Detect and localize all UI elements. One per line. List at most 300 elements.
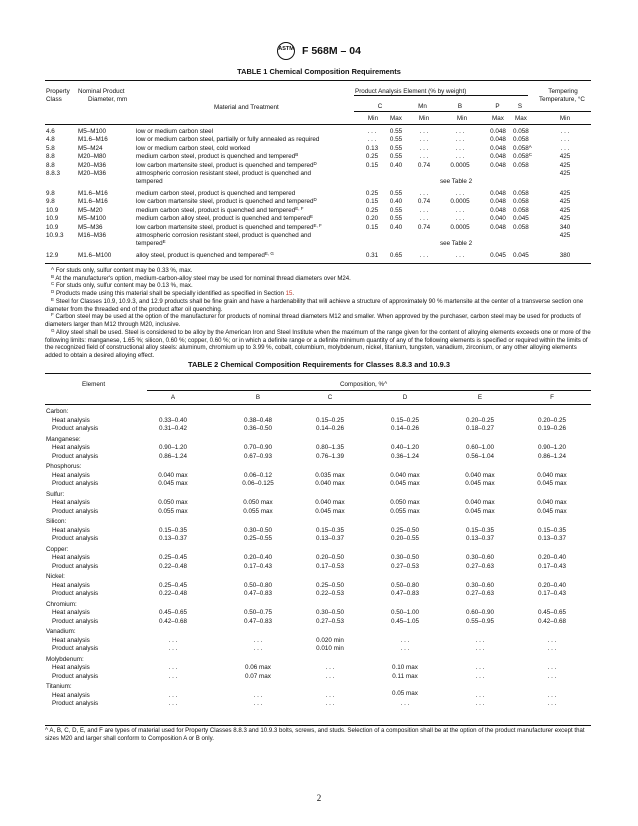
t1-cell-temp: 425 bbox=[559, 198, 571, 206]
t1-cell-mat: low or medium carbon steel, partially or fully annealed as required bbox=[136, 136, 320, 144]
t1-cell-s: 0.058 bbox=[513, 161, 529, 169]
t2-row-label: Heat analysis bbox=[52, 471, 90, 479]
t1-cell-class: 8.8 bbox=[46, 153, 55, 161]
t2-cell: . . . bbox=[400, 636, 410, 644]
section-ref-link[interactable]: 15 bbox=[285, 290, 293, 298]
t1-cell-cmax: 0.55 bbox=[389, 190, 403, 197]
t2-cell: 0.45–1.05 bbox=[390, 617, 419, 625]
t2-cell: . . . bbox=[400, 645, 410, 653]
t2-col-header: F bbox=[550, 394, 554, 401]
t1-cell-mn: . . . bbox=[419, 190, 429, 197]
t1-cell-cmin: 0.25 bbox=[365, 190, 379, 197]
t2-cell: . . . bbox=[547, 645, 557, 653]
t1-cell-p: 0.048 bbox=[490, 153, 506, 161]
t2-cell: . . . bbox=[475, 672, 485, 680]
t1-cell-s: 0.058 bbox=[513, 136, 529, 144]
t2-cell: . . . bbox=[475, 664, 485, 672]
t2-cell: 0.20–0.50 bbox=[315, 554, 344, 562]
t2-row-label: Product analysis bbox=[52, 617, 99, 625]
t1-cell-b: 0.0005 bbox=[450, 161, 470, 169]
t2-cell: 0.90–1.20 bbox=[158, 444, 187, 452]
t2-cell: 0.86–1.24 bbox=[158, 452, 187, 460]
t2-cell: 0.76–1.39 bbox=[315, 452, 344, 460]
t1-footnote: $^G$ Alloy steel shall be used. Steel is considered to be alloy by the American Iron and Steel Institute when the maximum of the range given for the content of alloying elements exceeds one or more of the following limits: manganese, 1.65 %; silicon, 0.60 %; copper, 0.60 %; or in which a definite range or a definite minimum quantity of any of the following elements is specified or required within the limits of the recognized field of constructional alloy steels: aluminum, chromium up to 3.99 %, cobalt, columbium, molybdenum, nickel, titanium, tungsten, vanadium, zirconium, or any other alloying elements added to obtain a desired alloying effect. bbox=[45, 327, 591, 359]
t2-cell: . . . bbox=[325, 700, 335, 708]
t2-cell: 0.27–0.53 bbox=[390, 562, 419, 570]
t2-cell: 0.06–0.12 bbox=[243, 471, 272, 479]
t1-h-mat: Material and Treatment bbox=[214, 104, 279, 111]
t1-cell-cmax: 0.40 bbox=[389, 223, 403, 231]
t1-cell-temp: 425 bbox=[559, 170, 571, 177]
t2-cell: . . . bbox=[168, 636, 178, 644]
t2-cell: 0.045 max bbox=[390, 480, 420, 488]
t1-cell-mat: atmospheric corrosion resistant steel, product is quenched and bbox=[136, 232, 312, 239]
t2-row-label: Heat analysis bbox=[52, 664, 90, 672]
t1-cell-b: . . . bbox=[455, 153, 465, 161]
t2-cell: 0.56–1.04 bbox=[465, 452, 494, 460]
t1-cell-temp: 425 bbox=[559, 215, 571, 223]
t1-cell-class: 4.6 bbox=[46, 128, 55, 135]
t2-cell: 0.035 max bbox=[315, 471, 345, 479]
t1-cell-cmin: 0.13 bbox=[365, 144, 379, 152]
t1-cell-temp: 425 bbox=[559, 190, 571, 197]
t2-cell: 0.17–0.43 bbox=[537, 562, 566, 570]
t2-cell: . . . bbox=[547, 672, 557, 680]
t1-footnote: $^E$ Steel for Classes 10.9, 10.9.3, and 12.9 products shall be fine grain and have a hardenability that will achieve a structure of approximately 90 % martensite at the center of a transverse section one diameter from the threaded end of the product after oil quenching. bbox=[45, 296, 584, 313]
t2-cell: 0.30–0.60 bbox=[465, 554, 494, 562]
t2-cell: 0.07 max bbox=[245, 672, 271, 680]
t1-cell-mn: . . . bbox=[419, 144, 429, 152]
t2-cell: 0.045 max bbox=[537, 507, 567, 515]
t2-row-label: Heat analysis bbox=[52, 609, 90, 617]
t2-cell: 0.040 max bbox=[158, 471, 188, 479]
t2-cell: 0.86–1.24 bbox=[537, 452, 566, 460]
t1-h-min: Min bbox=[559, 115, 571, 122]
t1-cell-class: 4.8 bbox=[46, 136, 55, 144]
t2-element-name: Nickel: bbox=[46, 573, 65, 580]
t1-cell-s: $0.058^A$ bbox=[513, 143, 532, 152]
t1-cell-diam: M1.6–M16 bbox=[78, 136, 108, 144]
t2-cell: 0.31–0.42 bbox=[158, 425, 187, 433]
t2-row-label: Heat analysis bbox=[52, 444, 90, 452]
t1-h-nom: Nominal Product bbox=[78, 88, 125, 95]
t1-cell-mat: medium carbon alloy steel, product is quenched and tempered$^E$ bbox=[136, 214, 313, 223]
t1-cell-cmax: 0.65 bbox=[389, 252, 403, 259]
t2-cell: 0.47–0.83 bbox=[243, 590, 272, 598]
t2-row-label: Product analysis bbox=[52, 700, 99, 708]
t2-cell: . . . bbox=[475, 691, 485, 699]
t2-cell: 0.15–0.25 bbox=[315, 416, 344, 424]
t2-cell: 0.040 max bbox=[465, 471, 495, 479]
t2-cell: 0.55–0.95 bbox=[465, 617, 494, 625]
t1-h-analysis: Product Analysis Element (% by weight) bbox=[355, 88, 467, 95]
t2-cell: 0.15–0.35 bbox=[158, 526, 187, 534]
t1-cell-cmin: 0.15 bbox=[365, 198, 379, 206]
t2-cell: 0.045 max bbox=[315, 507, 345, 515]
t2-row-label: Product analysis bbox=[52, 425, 99, 433]
t1-cell-mn: 0.74 bbox=[417, 223, 431, 231]
t1-cell-mat-cont: tempered$^E$ bbox=[136, 239, 166, 247]
t1-cell-cmax: 0.55 bbox=[389, 206, 403, 214]
t2-cell: 0.045 max bbox=[465, 507, 495, 515]
t1-cell-cmin: 0.15 bbox=[365, 161, 379, 169]
t1-cell-temp: . . . bbox=[560, 136, 570, 144]
t2-row-label: Product analysis bbox=[52, 507, 99, 515]
t2-cell: 0.18–0.27 bbox=[465, 425, 494, 433]
t2-element-name: Vanadium: bbox=[46, 628, 76, 635]
t2-row-label: Heat analysis bbox=[52, 691, 90, 699]
t2-h-comp: Composition, %$^A$ bbox=[340, 380, 388, 388]
t2-cell: 0.15–0.35 bbox=[537, 526, 566, 534]
t1-cell-see: see Table 2 bbox=[440, 178, 473, 185]
t2-header-rule bbox=[45, 404, 591, 405]
t1-h-prop: Property bbox=[46, 88, 70, 95]
t2-cell: 0.25–0.55 bbox=[243, 535, 272, 543]
t1-cell-p: 0.048 bbox=[490, 206, 506, 214]
t1-cell-p: 0.045 bbox=[490, 252, 506, 259]
t1-cell-class: 10.9.3 bbox=[46, 232, 64, 239]
t1-cell-mn: . . . bbox=[419, 252, 429, 259]
t1-cell-temp: 425 bbox=[559, 161, 571, 169]
t1-cell-mat: medium carbon steel, product is quenched and tempered$^B$ bbox=[136, 152, 299, 161]
t2-cell: 0.60–0.90 bbox=[465, 609, 494, 617]
t1-cell-cmax: 0.55 bbox=[389, 144, 403, 152]
t1-cell-b: . . . bbox=[455, 190, 465, 197]
t2-cell: 0.13–0.37 bbox=[465, 535, 494, 543]
t2-cell: 0.30–0.50 bbox=[243, 526, 272, 534]
page-number: 2 bbox=[316, 793, 322, 803]
t2-row-label: Heat analysis bbox=[52, 526, 90, 534]
t2-element-name: Manganese: bbox=[46, 435, 81, 443]
t1-cell-mn: . . . bbox=[419, 136, 429, 144]
t2-cell: 0.47–0.83 bbox=[390, 590, 419, 598]
t2-cell: 0.020 min bbox=[316, 636, 344, 644]
t1-cell-b: . . . bbox=[455, 128, 465, 135]
t1-cell-temp: 425 bbox=[559, 153, 571, 161]
t1-cell-temp: 425 bbox=[559, 206, 571, 214]
t1-cell-mn: . . . bbox=[419, 206, 429, 214]
t2-cell: 0.17–0.43 bbox=[537, 590, 566, 598]
t2-cell: . . . bbox=[475, 645, 485, 653]
t2-cell: 0.055 max bbox=[158, 507, 188, 515]
t2-element-name: Phosphorus: bbox=[46, 463, 82, 470]
t2-cell: 0.20–0.40 bbox=[537, 581, 566, 589]
t1-cell-b: . . . bbox=[455, 215, 465, 223]
t2-col-header: C bbox=[327, 394, 333, 401]
t1-cell-mat: alloy steel, product is quenched and tempered$^{E, G}$ bbox=[136, 251, 274, 259]
t1-cell-p: 0.048 bbox=[490, 144, 506, 152]
designation: F 568M – 04 bbox=[301, 45, 361, 57]
t2-row-label: Heat analysis bbox=[52, 581, 90, 589]
t2-cell: 0.30–0.60 bbox=[465, 581, 494, 589]
t2-cell: 0.040 max bbox=[315, 480, 345, 488]
t1-cell-s: 0.045 bbox=[513, 252, 529, 259]
t2-cell: 0.06–0.125 bbox=[242, 480, 274, 488]
t2-cell: . . . bbox=[547, 664, 557, 672]
t2-cell: 0.60–1.00 bbox=[465, 444, 494, 452]
t2-cell: 0.13–0.37 bbox=[158, 535, 187, 543]
t1-cell-diam: M5–M36 bbox=[78, 223, 103, 231]
t2-cell: 0.36–1.24 bbox=[390, 452, 419, 460]
t2-cell: 0.045 max bbox=[158, 480, 188, 488]
t1-cell-b: . . . bbox=[455, 252, 465, 259]
t2-cell: 0.22–0.48 bbox=[158, 562, 187, 570]
t2-element-name: Chromium: bbox=[46, 600, 77, 608]
t1-cell-diam: M1.6–M16 bbox=[78, 190, 108, 197]
t2-cell: 0.14–0.26 bbox=[390, 425, 419, 433]
t2-cell: . . . bbox=[400, 700, 410, 708]
t2-cell: 0.050 max bbox=[243, 499, 273, 507]
t1-cell-s: 0.045 bbox=[513, 215, 529, 223]
t2-cell: 0.50–0.80 bbox=[390, 581, 419, 589]
t1-cell-s: 0.058 bbox=[513, 128, 529, 135]
t1-h-P: P bbox=[495, 103, 500, 110]
t2-cell: 0.10 max bbox=[392, 664, 418, 672]
t2-cell: 0.20–0.55 bbox=[390, 535, 419, 543]
t2-cell: 0.13–0.37 bbox=[315, 535, 344, 543]
t1-h-temp2: Temperature, °C bbox=[539, 96, 585, 103]
t2-cell: 0.15–0.35 bbox=[315, 526, 344, 534]
t2-col-header: A bbox=[170, 394, 176, 401]
t2-cell: 0.45–0.65 bbox=[158, 609, 187, 617]
t2-cell: . . . bbox=[253, 700, 263, 708]
t2-cell: 0.90–1.20 bbox=[537, 444, 566, 452]
t1-cell-diam: M5–M100 bbox=[78, 128, 107, 135]
t1-cell-temp: 340 bbox=[559, 223, 571, 231]
t2-cell: 0.67–0.93 bbox=[243, 452, 272, 460]
t2-element-name: Molybdenum: bbox=[46, 655, 84, 663]
t2-cell: 0.22–0.53 bbox=[315, 590, 344, 598]
t2-cell: 0.30–0.50 bbox=[315, 609, 344, 617]
t2-sub-rule bbox=[147, 390, 591, 391]
table1-top-rule bbox=[45, 80, 591, 81]
t1-cell-mat: low carbon martensite steel, product is quenched and tempered$^D$ bbox=[136, 160, 317, 169]
t1-cell-see: see Table 2 bbox=[440, 240, 473, 247]
t1-cell-mat-cont: tempered bbox=[136, 178, 163, 185]
t1-sub-rule2 bbox=[354, 111, 591, 112]
t1-cell-cmin: 0.20 bbox=[365, 215, 379, 223]
t1-cell-p: 0.048 bbox=[490, 223, 506, 231]
t2-cell: 0.19–0.26 bbox=[537, 425, 566, 433]
t1-cell-mn: . . . bbox=[419, 215, 429, 223]
t2-cell: 0.20–0.25 bbox=[537, 416, 566, 424]
t2-cell: 0.50–1.00 bbox=[390, 609, 419, 617]
t1-cell-s: 0.058 bbox=[513, 223, 529, 231]
t2-cell: 0.15–0.35 bbox=[465, 526, 494, 534]
t2-cell: 0.20–0.40 bbox=[243, 554, 272, 562]
t2-element-name: Silicon: bbox=[46, 518, 67, 525]
t1-cell-p: 0.048 bbox=[490, 136, 506, 144]
t1-cell-p: 0.048 bbox=[490, 128, 506, 135]
t1-h-min: Min bbox=[418, 115, 430, 122]
t2-row-label: Product analysis bbox=[52, 535, 99, 543]
t1-cell-cmax: 0.40 bbox=[389, 161, 403, 169]
t1-footnote: $^F$ Carbon steel may be used at the option of the manufacturer for products of nominal thread diameters M12 and smaller. When approved by the purchaser, carbon steel may be used for products of diameters larger than M12 through M20, inclusive. bbox=[45, 312, 581, 328]
t1-h-min: Min bbox=[367, 115, 379, 122]
t2-cell: . . . bbox=[253, 636, 263, 644]
t2-cell: 0.50–0.75 bbox=[243, 609, 272, 617]
document-header bbox=[0, 42, 638, 60]
t2-row-label: Product analysis bbox=[52, 480, 99, 488]
t2-row-label: Heat analysis bbox=[52, 499, 90, 507]
t1-cell-diam: M5–M24 bbox=[78, 144, 103, 152]
t2-row-label: Product analysis bbox=[52, 562, 99, 570]
t1-cell-cmax: 0.55 bbox=[389, 153, 403, 161]
t1-cell-b: . . . bbox=[455, 136, 465, 144]
t1-h-min: Min bbox=[456, 115, 468, 122]
table2-top-rule bbox=[45, 373, 591, 374]
t2-cell: 0.15–0.25 bbox=[390, 416, 419, 424]
t1-cell-diam: M20–M80 bbox=[78, 153, 107, 161]
t1-cell-cmin: 0.25 bbox=[365, 153, 379, 161]
t2-element-name: Copper: bbox=[46, 545, 69, 553]
t1-cell-s: $0.058^C$ bbox=[513, 152, 533, 161]
t1-h-C: C bbox=[377, 103, 383, 110]
t2-cell: 0.040 max bbox=[390, 471, 420, 479]
t1-cell-temp: 380 bbox=[559, 252, 571, 259]
t1-h-temp1: Tempering bbox=[548, 88, 578, 95]
t2-cell: . . . bbox=[325, 672, 335, 680]
t2-cell: 0.055 max bbox=[390, 507, 420, 515]
t1-cell-mn: . . . bbox=[419, 153, 429, 161]
t2-cell: 0.040 max bbox=[465, 499, 495, 507]
t2-cell: . . . bbox=[168, 664, 178, 672]
t1-cell-cmin: 0.25 bbox=[365, 206, 379, 214]
t1-cell-diam: M20–M36 bbox=[78, 161, 107, 169]
t2-cell: 0.010 min bbox=[316, 645, 344, 653]
t2-row-label: Heat analysis bbox=[52, 636, 90, 644]
t2-cell: 0.06 max bbox=[245, 664, 271, 672]
t2-cell: . . . bbox=[325, 691, 335, 699]
t2-cell: 0.80–1.35 bbox=[315, 444, 344, 452]
t1-cell-b: . . . bbox=[455, 144, 465, 152]
t1-cell-diam: M5–M100 bbox=[78, 215, 107, 223]
t1-h-class: Class bbox=[46, 96, 62, 103]
t2-row-label: Product analysis bbox=[52, 590, 99, 598]
t1-h-Mn: Mn bbox=[418, 103, 427, 110]
t2-cell: 0.22–0.48 bbox=[158, 590, 187, 598]
t1-header-rule bbox=[45, 124, 591, 125]
t2-element-name: Carbon: bbox=[46, 408, 69, 415]
t1-cell-p: 0.048 bbox=[490, 190, 506, 197]
t1-h-max: Max bbox=[390, 115, 402, 122]
t1-cell-mn: 0.74 bbox=[417, 198, 431, 206]
t2-cell: 0.040 max bbox=[315, 499, 345, 507]
t1-cell-mat: medium carbon steel, product is quenched and tempered bbox=[136, 190, 296, 197]
t1-h-max: Max bbox=[515, 115, 527, 122]
t1-sub-rule bbox=[354, 95, 528, 96]
t2-cell: 0.42–0.68 bbox=[158, 617, 187, 625]
t2-cell: 0.20–0.40 bbox=[537, 554, 566, 562]
t1-cell-class: 10.9 bbox=[46, 215, 59, 223]
t1-cell-diam: M20–M36 bbox=[78, 170, 107, 177]
t1-cell-cmin: 0.31 bbox=[365, 252, 379, 259]
t2-bottom-rule bbox=[45, 725, 591, 726]
t1-cell-class: 5.8 bbox=[46, 144, 55, 152]
t1-cell-b: . . . bbox=[455, 206, 465, 214]
t1-cell-diam: M16–M36 bbox=[78, 232, 107, 239]
t1-cell-diam: M1.6–M100 bbox=[78, 252, 112, 259]
t2-row-label: Heat analysis bbox=[52, 554, 90, 562]
t2-cell: 0.27–0.53 bbox=[315, 617, 344, 625]
t2-col-header: B bbox=[255, 394, 261, 401]
t2-cell: . . . bbox=[475, 700, 485, 708]
t2-cell: 0.14–0.26 bbox=[315, 425, 344, 433]
t1-cell-class: 8.8 bbox=[46, 161, 55, 169]
t2-cell: 0.11 max bbox=[392, 672, 418, 680]
t2-cell: 0.30–0.50 bbox=[390, 554, 419, 562]
t1-footnote: $^A$ For studs only, sulfur content may be 0.33 %, max. bbox=[51, 266, 193, 274]
t1-cell-cmax: 0.55 bbox=[389, 215, 403, 223]
t2-cell: 0.050 max bbox=[390, 499, 420, 507]
t1-cell-s: 0.058 bbox=[513, 198, 529, 206]
t1-cell-class: 9.8 bbox=[46, 198, 55, 206]
table1-title: TABLE 1 Chemical Composition Requirements bbox=[237, 67, 401, 76]
t1-footnote: $^B$ At the manufacturer's option, medium-carbon-alloy steel may be used for nominal thread diameters over M24. bbox=[51, 273, 351, 282]
t1-cell-b: 0.0005 bbox=[450, 223, 470, 231]
t2-cell: 0.05 max bbox=[392, 689, 418, 697]
t1-cell-cmax: 0.55 bbox=[389, 136, 403, 144]
t1-cell-b: 0.0005 bbox=[450, 198, 470, 206]
t2-cell: . . . bbox=[168, 645, 178, 653]
t1-cell-s: 0.058 bbox=[513, 190, 529, 197]
t2-element-name: Titanium: bbox=[46, 683, 72, 690]
t2-cell: . . . bbox=[168, 672, 178, 680]
t1-cell-temp: . . . bbox=[560, 144, 570, 152]
t2-cell: 0.70–0.90 bbox=[243, 444, 272, 452]
t2-cell: 0.040 max bbox=[537, 499, 567, 507]
t2-h-element: Element bbox=[82, 381, 106, 388]
t1-cell-s: 0.058 bbox=[513, 206, 529, 214]
t2-cell: 0.13–0.37 bbox=[537, 535, 566, 543]
t1-cell-temp: 425 bbox=[559, 232, 571, 239]
t2-cell: 0.20–0.25 bbox=[465, 416, 494, 424]
t1-cell-temp: . . . bbox=[560, 128, 570, 135]
t2-cell: . . . bbox=[253, 691, 263, 699]
t2-cell: . . . bbox=[475, 636, 485, 644]
t2-cell: 0.055 max bbox=[243, 507, 273, 515]
t1-cell-cmin: 0.15 bbox=[365, 223, 379, 231]
t2-cell: . . . bbox=[168, 691, 178, 699]
t2-cell: 0.040 max bbox=[537, 471, 567, 479]
t1-cell-class: 12.9 bbox=[46, 252, 59, 259]
t1-cell-mn: 0.74 bbox=[417, 161, 431, 169]
t1-h-B: B bbox=[457, 103, 463, 110]
astm-logo-icon: ASTM bbox=[277, 42, 295, 60]
t2-cell: 0.27–0.63 bbox=[465, 562, 494, 570]
t2-cell: 0.045 max bbox=[537, 480, 567, 488]
t1-h-S: S bbox=[517, 103, 523, 110]
t2-row-label: Heat analysis bbox=[52, 416, 90, 424]
t1-footnote: $^C$ For studs only, sulfur content may be 0.13 %, max. bbox=[51, 281, 193, 290]
t1-cell-p: 0.048 bbox=[490, 198, 506, 206]
t2-cell: . . . bbox=[168, 700, 178, 708]
t2-cell: 0.17–0.53 bbox=[315, 562, 344, 570]
t2-row-label: Product analysis bbox=[52, 452, 99, 460]
t1-h-max: Max bbox=[492, 115, 504, 122]
table2-title: TABLE 2 Chemical Composition Requirements for Classes 8.8.3 and 10.9.3 bbox=[188, 360, 450, 369]
t1-cell-diam: M1.6–M16 bbox=[78, 198, 108, 206]
t2-cell: . . . bbox=[253, 645, 263, 653]
t1-bottom-rule bbox=[45, 263, 591, 264]
t1-cell-mat: low or medium carbon steel bbox=[136, 128, 213, 135]
t1-cell-mn: . . . bbox=[419, 128, 429, 135]
t2-cell: . . . bbox=[547, 691, 557, 699]
t1-cell-cmax: 0.55 bbox=[389, 128, 403, 135]
t2-cell: 0.45–0.65 bbox=[537, 609, 566, 617]
t2-cell: . . . bbox=[325, 664, 335, 672]
t2-cell: 0.050 max bbox=[158, 499, 188, 507]
